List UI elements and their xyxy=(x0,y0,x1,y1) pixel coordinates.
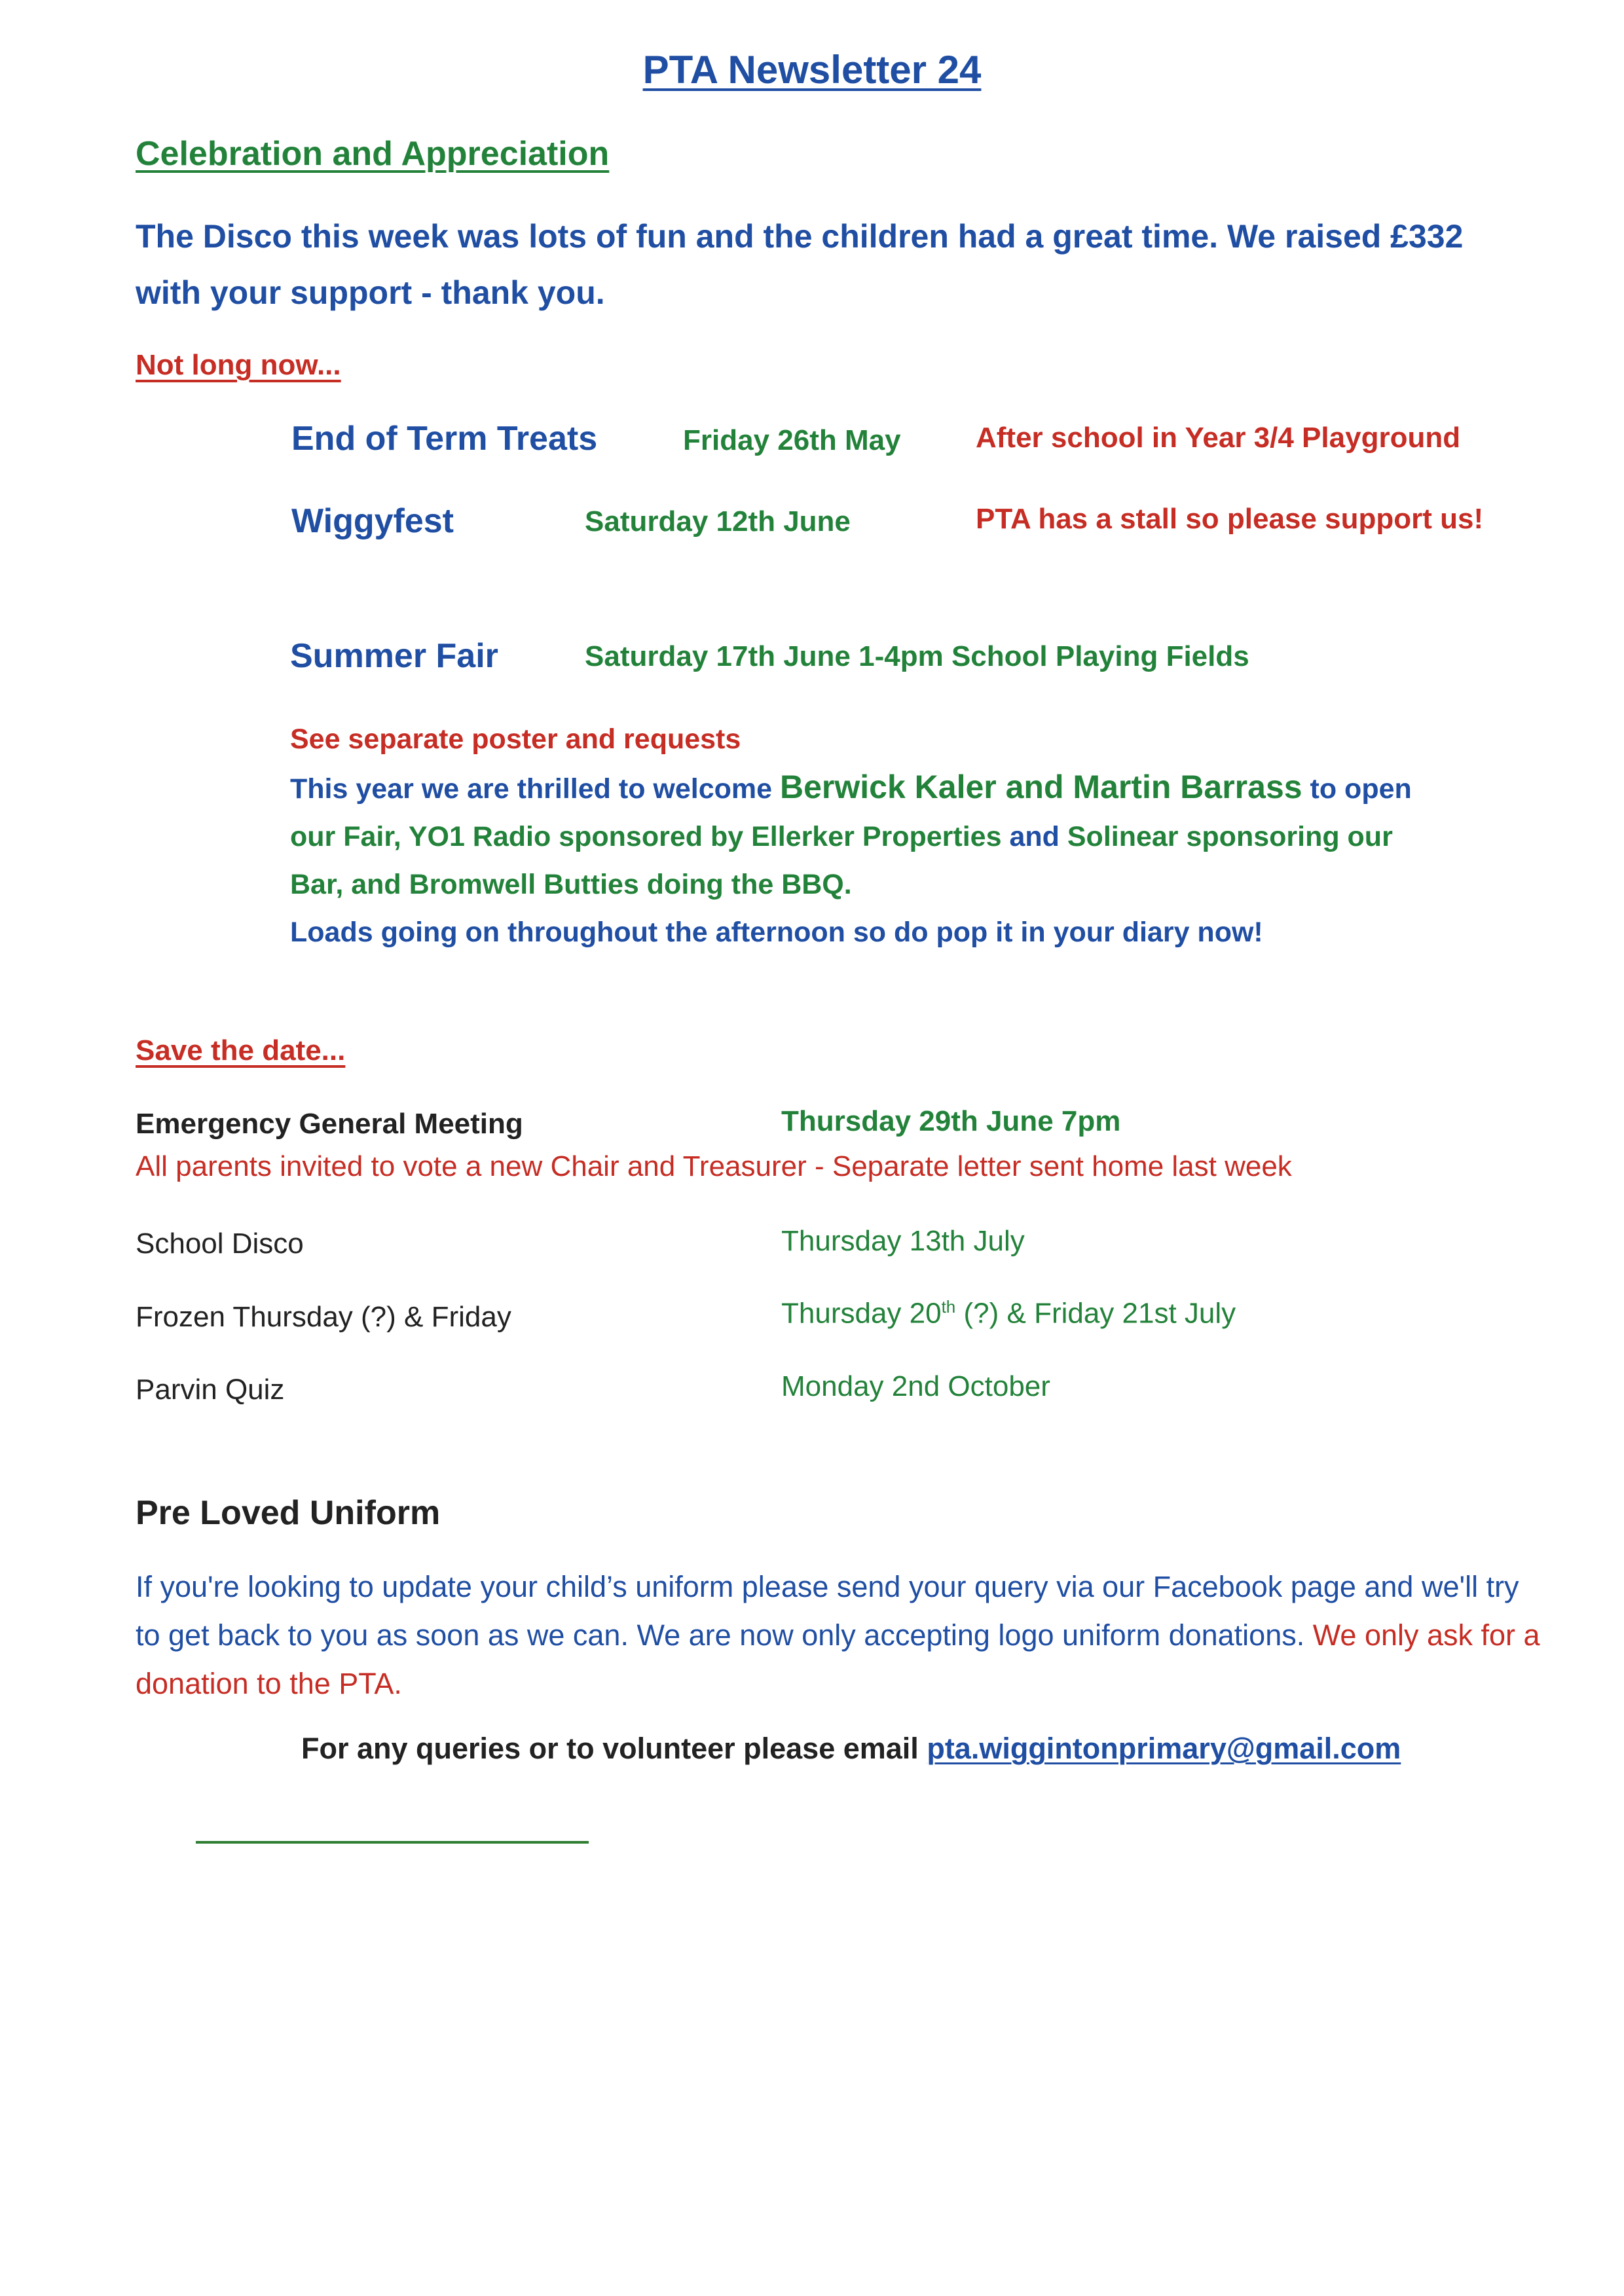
parvin-quiz-date: Monday 2nd October xyxy=(781,1370,1050,1402)
sponsor-text-1: our Fair, YO1 Radio sponsored by Ellerker Properties xyxy=(290,821,1002,852)
poster-note: See separate poster and requests xyxy=(290,723,741,755)
school-disco-label: School Disco xyxy=(136,1228,304,1260)
event-note-wiggyfest: PTA has a stall so please support us! xyxy=(976,503,1484,535)
egm-date: Thursday 29th June 7pm xyxy=(781,1105,1121,1137)
contact-email-link[interactable]: pta.wiggintonprimary@gmail.com xyxy=(927,1732,1401,1765)
event-note-end-of-term: After school in Year 3/4 Playground xyxy=(976,422,1461,454)
event-name-summer-fair: Summer Fair xyxy=(290,637,498,675)
sponsor-text-2: Solinear sponsoring our Bar, and Bromwell Butties doing the BBQ. xyxy=(290,821,1393,900)
diary-text: Loads going on throughout the afternoon so do pop it in your diary now! xyxy=(290,917,1263,948)
event-date-wiggyfest: Saturday 12th June xyxy=(585,505,851,538)
parvin-quiz-label: Parvin Quiz xyxy=(136,1374,285,1406)
contact-text: For any queries or to volunteer please email xyxy=(301,1732,919,1765)
guest-names: Berwick Kaler and Martin Barrass xyxy=(780,769,1302,805)
event-name-wiggyfest: Wiggyfest xyxy=(291,502,454,540)
frozen-label: Frozen Thursday (?) & Friday xyxy=(136,1301,511,1333)
save-the-date-heading: Save the date... xyxy=(136,1034,346,1066)
summer-fair-details xyxy=(290,716,1430,957)
contact-line xyxy=(301,1732,1401,1766)
egm-label: Emergency General Meeting xyxy=(136,1108,523,1140)
event-name-end-of-term: End of Term Treats xyxy=(291,420,598,458)
event-date-summer-fair: Saturday 17th June 1-4pm School Playing Fields xyxy=(585,640,1249,672)
uniform-donation-note: We only ask for a donation to the PTA. xyxy=(136,1618,1540,1700)
celebration-text: The Disco this week was lots of fun and the children had a great time. We raised £332 with your support - thank you. xyxy=(136,218,1464,311)
uniform-text xyxy=(136,1563,1550,1708)
frozen-date: Thursday 20th (?) & Friday 21st July xyxy=(781,1297,1236,1330)
divider-line xyxy=(196,1841,589,1844)
uniform-heading: Pre Loved Uniform xyxy=(136,1494,441,1532)
welcome-text: This year we are thrilled to welcome xyxy=(290,773,773,805)
egm-note: All parents invited to vote a new Chair and Treasurer - Separate letter sent home last week xyxy=(136,1150,1292,1182)
celebration-heading: Celebration and Appreciation xyxy=(136,135,610,173)
not-long-now-heading: Not long now... xyxy=(136,349,341,381)
welcome-text-2: to open xyxy=(1310,773,1412,805)
and-text: and xyxy=(1009,821,1060,852)
uniform-text-main: If you're looking to update your child’s uniform please send your query via our Facebook page and we'll try to get back to you as soon as we can. We are now only accepting logo uniform donations. xyxy=(136,1570,1519,1652)
newsletter-title: PTA Newsletter 24 xyxy=(642,48,982,92)
event-date-end-of-term: Friday 26th May xyxy=(683,424,901,456)
school-disco-date: Thursday 13th July xyxy=(781,1225,1025,1257)
